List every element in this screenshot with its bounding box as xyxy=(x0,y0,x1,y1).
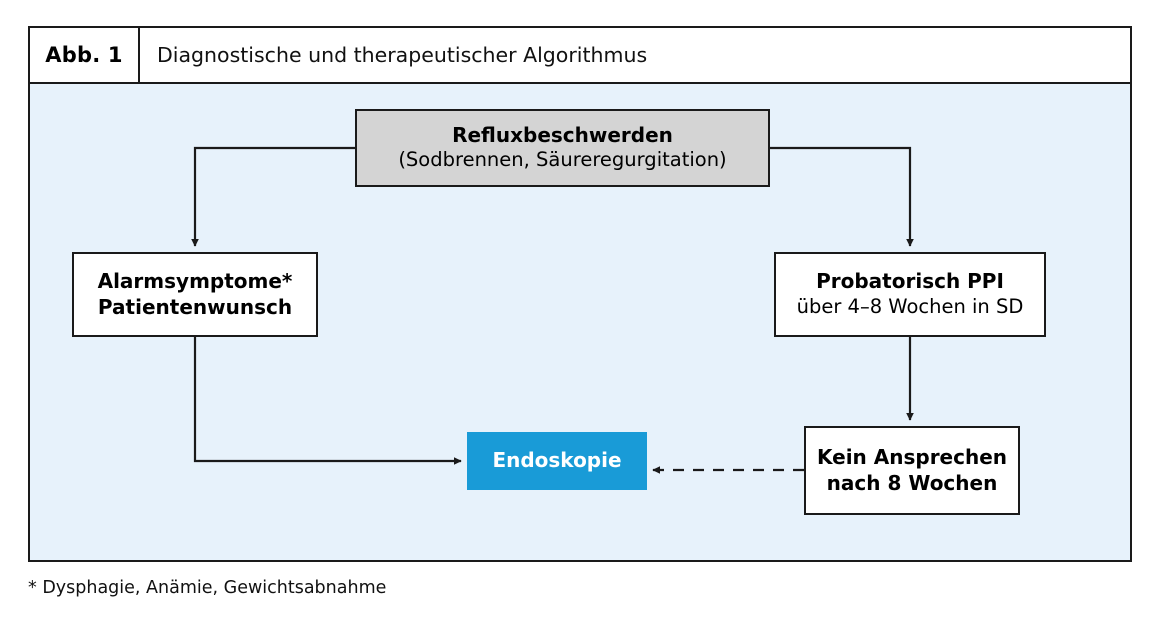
node-alarmsymptome xyxy=(72,252,318,337)
node-endoskopie xyxy=(467,432,647,490)
node-probatorisch-ppi-line1: Probatorisch PPI xyxy=(816,269,1004,294)
node-kein-ansprechen-line2: nach 8 Wochen xyxy=(826,470,998,495)
figure-panel xyxy=(28,26,1132,562)
node-alarmsymptome-line1: Alarmsymptome* xyxy=(97,268,293,293)
node-refluxbeschwerden-line2: (Sodbrennen, Säureregurgitation) xyxy=(398,148,727,172)
flowchart-canvas xyxy=(30,84,1130,560)
figure-footnote: * Dysphagie, Anämie, Gewichtsabnahme xyxy=(28,578,387,598)
connector-reflux-to-ppi xyxy=(770,148,910,246)
node-kein-ansprechen-line1: Kein Ansprechen xyxy=(816,444,1008,469)
node-refluxbeschwerden-line1: Refluxbeschwerden xyxy=(452,122,673,147)
node-probatorisch-ppi-line2: über 4–8 Wochen in SD xyxy=(796,294,1024,318)
node-probatorisch-ppi xyxy=(774,252,1046,337)
figure-header xyxy=(30,28,1130,84)
node-endoskopie-label: Endoskopie xyxy=(492,448,622,473)
figure-caption: Diagnostische und therapeutischer Algorithmus xyxy=(157,43,648,67)
node-kein-ansprechen xyxy=(804,426,1020,515)
connector-alarm-to-endoskopie xyxy=(195,337,461,461)
figure-number-label: Abb. 1 xyxy=(30,28,140,82)
node-refluxbeschwerden xyxy=(355,109,770,187)
connector-reflux-to-alarm xyxy=(195,148,355,246)
node-alarmsymptome-line2: Patientenwunsch xyxy=(97,294,293,319)
